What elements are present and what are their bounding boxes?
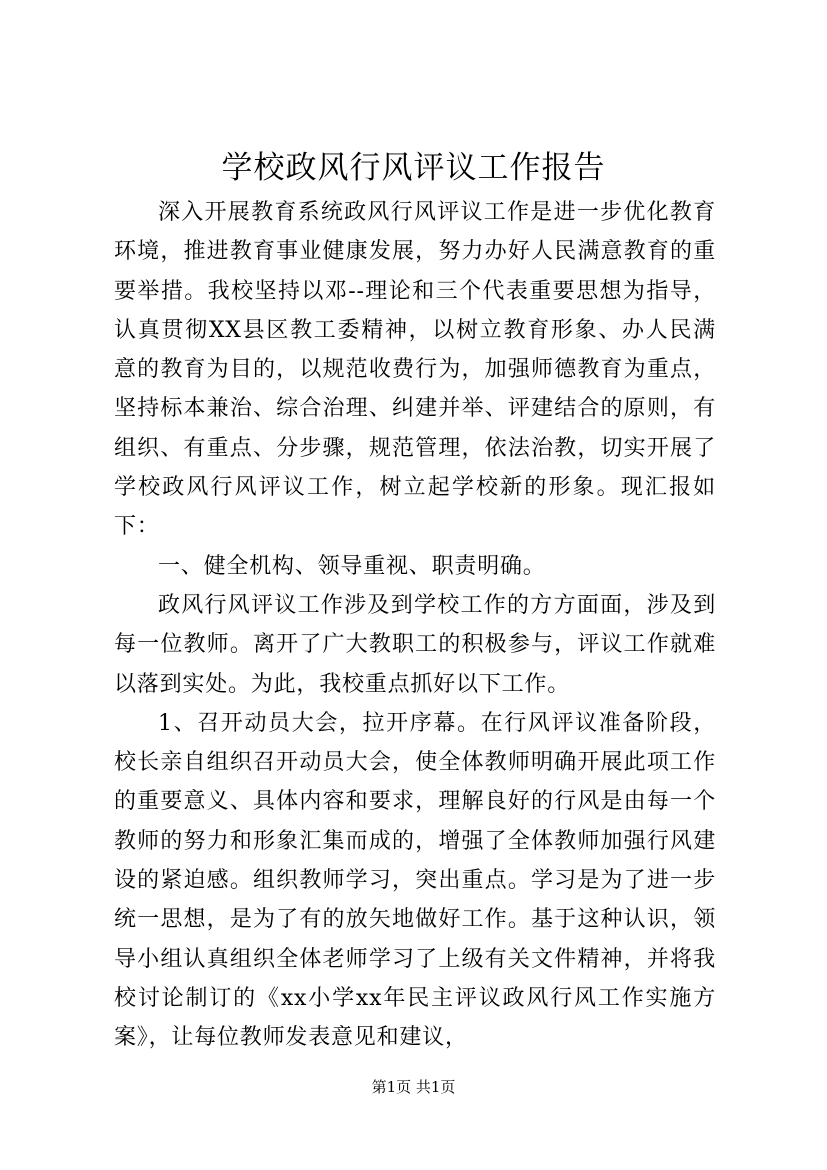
paragraph-intro: 深入开展教育系统政风行风评议工作是进一步优化教育环境，推进教育事业健康发展，努力办好人民满意教育的重要举措。我校坚持以邓--理论和三个代表重要思想为指导，认真贯彻XX县区教工委精神，以树立教育形象、办人民满意的教育为目的，以规范收费行为，加强师德教育为重点，坚持标本兼治、综合治理、纠建并举、评建结合的原则，有组织、有重点、分步骤，规范管理，依法治教，切实开展了学校政风行风评议工作，树立起学校新的形象。现汇报如下： xyxy=(114,200,716,540)
page-footer: 第1页 共1页 xyxy=(371,1078,456,1096)
section-heading-1: 一、健全机构、领导重视、职责明确。 xyxy=(158,553,546,579)
document-title: 学校政风行风评议工作报告 xyxy=(221,150,606,186)
paragraph-item-1: 1、召开动员大会，拉开序幕。在行风评议准备阶段，校长亲自组织召开动员大会，使全体教师明确开展此项工作的重要意义、具体内容和要求，理解良好的行风是由每一个教师的努力和形象汇集而成的，增强了全体教师加强行风建设的紧迫感。组织教师学习，突出重点。学习是为了进一步统一思想，是为了有的放矢地做好工作。基于这种认识，领导小组认真组织全体老师学习了上级有关文件精神，并将我校讨论制订的《xx小学xx年民主评议政风行风工作实施方案》，让每位教师发表意见和建议， xyxy=(114,710,716,1051)
paragraph-section-1: 政风行风评议工作涉及到学校工作的方方面面，涉及到每一位教师。离开了广大教职工的积极参与，评议工作就难以落到实处。为此，我校重点抓好以下工作。 xyxy=(114,592,716,697)
document-body xyxy=(114,193,716,1058)
